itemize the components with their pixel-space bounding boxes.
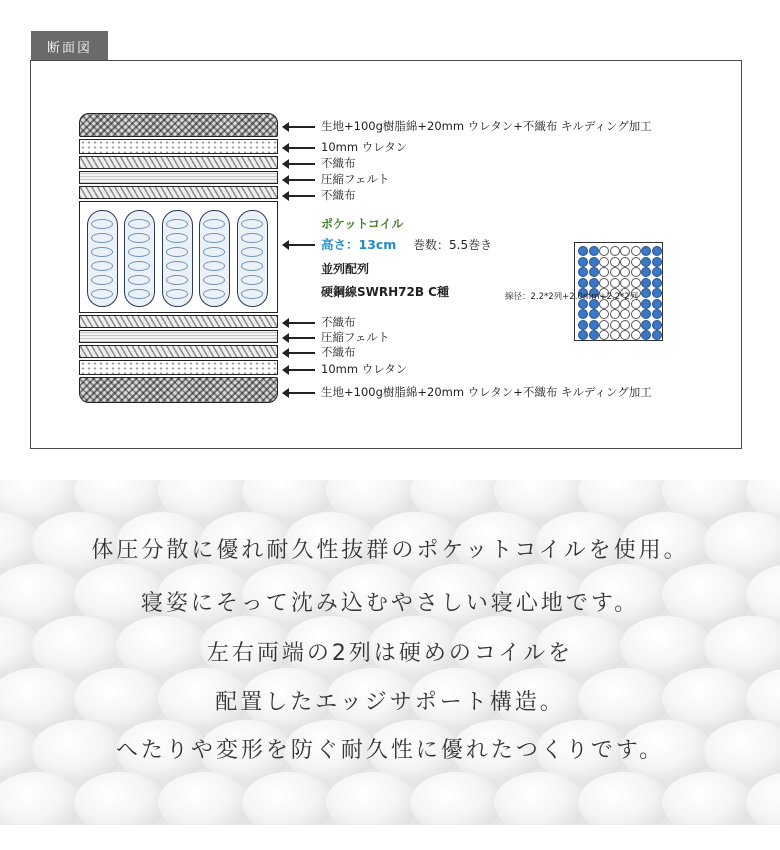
layer-label: 10mm ウレタン <box>321 362 408 376</box>
arrow-icon <box>287 126 315 128</box>
coil-cell <box>589 257 599 267</box>
layer-label: 圧縮フェルト <box>321 330 390 344</box>
coil-cell <box>589 320 599 330</box>
layer-top-nonwoven-2 <box>79 186 278 199</box>
coil-cell <box>641 278 651 288</box>
pocket-coil-layer <box>79 201 278 313</box>
coil-cell <box>578 267 588 277</box>
coil-cell <box>652 288 662 298</box>
coil-cell <box>599 330 609 340</box>
coil-cell <box>610 267 620 277</box>
pocket-coil <box>162 210 193 307</box>
tab-label: 断面図 <box>46 40 92 56</box>
layer-label: 不織布 <box>321 315 356 329</box>
coil-cell <box>620 267 630 277</box>
coil-cell <box>641 320 651 330</box>
coil-cell <box>589 278 599 288</box>
arrow-icon <box>287 195 315 197</box>
layer-label: 不織布 <box>321 156 356 170</box>
coil-cell <box>631 267 641 277</box>
layer-bottom-felt <box>79 330 278 343</box>
coil-cell <box>631 309 641 319</box>
layer-top-urethane <box>79 139 278 154</box>
coil-cell <box>599 278 609 288</box>
coil-cell <box>652 246 662 256</box>
arrow-icon <box>287 147 315 149</box>
layer-label: 不織布 <box>321 345 356 359</box>
coil-cell <box>652 278 662 288</box>
arrow-icon <box>287 392 315 394</box>
layer-bottom-quilting <box>79 377 278 403</box>
coil-cell <box>610 309 620 319</box>
coil-cell <box>641 330 651 340</box>
coil-cell <box>578 278 588 288</box>
coil-cell <box>610 320 620 330</box>
coil-cell <box>610 257 620 267</box>
coil-cell <box>631 278 641 288</box>
description-line: 体圧分散に優れ耐久性抜群のポケットコイルを使用。 <box>91 538 689 563</box>
coil-height: 高さ：13cm <box>321 237 397 252</box>
coil-cell <box>620 330 630 340</box>
description-line: 左右両端の2列は硬めのコイルを <box>206 641 574 666</box>
coil-cell <box>652 299 662 309</box>
coil-cell <box>578 320 588 330</box>
coil-cell <box>599 246 609 256</box>
layer-bottom-nonwoven-1 <box>79 315 278 328</box>
coil-cell <box>652 320 662 330</box>
coil-cell <box>641 267 651 277</box>
layer-label: 圧縮フェルト <box>321 172 390 186</box>
coil-cell <box>631 257 641 267</box>
layer-label: 不織布 <box>321 188 356 202</box>
description-line: へたりや変形を防ぐ耐久性に優れたつくりです。 <box>115 738 665 763</box>
coil-cell <box>610 330 620 340</box>
coil-cell <box>620 246 630 256</box>
coil-turns: 巻数：5.5巻き <box>413 238 493 252</box>
coil-cell <box>641 299 651 309</box>
pocket-coil-photo <box>0 480 780 825</box>
layer-label: 10mm ウレタン <box>321 140 408 154</box>
coil-cell <box>578 330 588 340</box>
coil-cell <box>652 309 662 319</box>
coil-cell <box>641 257 651 267</box>
pocket-coil <box>87 210 118 307</box>
coil-cell <box>589 246 599 256</box>
coil-cell <box>631 246 641 256</box>
coil-cell <box>631 330 641 340</box>
layer-bottom-urethane <box>79 360 278 375</box>
description-line: 寝姿にそって沈み込むやさしい寝心地です。 <box>140 591 640 616</box>
pocket-coil <box>237 210 268 307</box>
coil-cell <box>620 257 630 267</box>
layer-label: 生地+100g樹脂綿+20mm ウレタン+不織布 キルディング加工 <box>321 385 652 399</box>
coil-cell <box>589 309 599 319</box>
layer-top-quilting <box>79 113 278 137</box>
arrow-icon <box>287 337 315 339</box>
coil-cell <box>652 257 662 267</box>
arrow-icon <box>287 179 315 181</box>
wire-spec-label: 線径：2.2*2列+2.0mm+2.2*2列 <box>505 292 639 302</box>
coil-cell <box>641 288 651 298</box>
coil-arrangement: 並列配列 <box>321 262 370 276</box>
coil-cell <box>652 330 662 340</box>
layer-label: 生地+100g樹脂綿+20mm ウレタン+不織布 キルディング加工 <box>321 119 652 133</box>
arrow-icon <box>287 244 315 246</box>
arrow-icon <box>287 352 315 354</box>
cross-section-diagram <box>30 60 742 449</box>
arrow-icon <box>287 369 315 371</box>
coil-title: ポケットコイル <box>321 217 404 231</box>
coil-cell <box>610 246 620 256</box>
coil-cell <box>599 309 609 319</box>
coil-cell <box>610 278 620 288</box>
layer-top-nonwoven-1 <box>79 156 278 169</box>
pocket-coil <box>199 210 230 307</box>
arrow-icon <box>287 322 315 324</box>
coil-cell <box>578 257 588 267</box>
coil-cell <box>652 267 662 277</box>
coil-cell <box>641 246 651 256</box>
section-tab-cross-section <box>31 31 108 61</box>
coil-cell <box>578 309 588 319</box>
coil-cell <box>641 309 651 319</box>
coil-cell <box>599 257 609 267</box>
description-line: 配置したエッジサポート構造。 <box>215 690 565 715</box>
pocket-coil <box>124 210 155 307</box>
coil-cell <box>599 267 609 277</box>
arrow-icon <box>287 163 315 165</box>
coil-cell <box>599 320 609 330</box>
coil-cell <box>631 320 641 330</box>
layer-bottom-nonwoven-2 <box>79 345 278 358</box>
coil-wire: 硬鋼線SWRH72B C種 <box>321 285 449 299</box>
coil-cell <box>589 267 599 277</box>
coil-cell <box>578 246 588 256</box>
coil-cell <box>620 278 630 288</box>
coil-cell <box>620 320 630 330</box>
layer-top-felt <box>79 171 278 184</box>
coil-cell <box>589 330 599 340</box>
coil-cell <box>620 309 630 319</box>
